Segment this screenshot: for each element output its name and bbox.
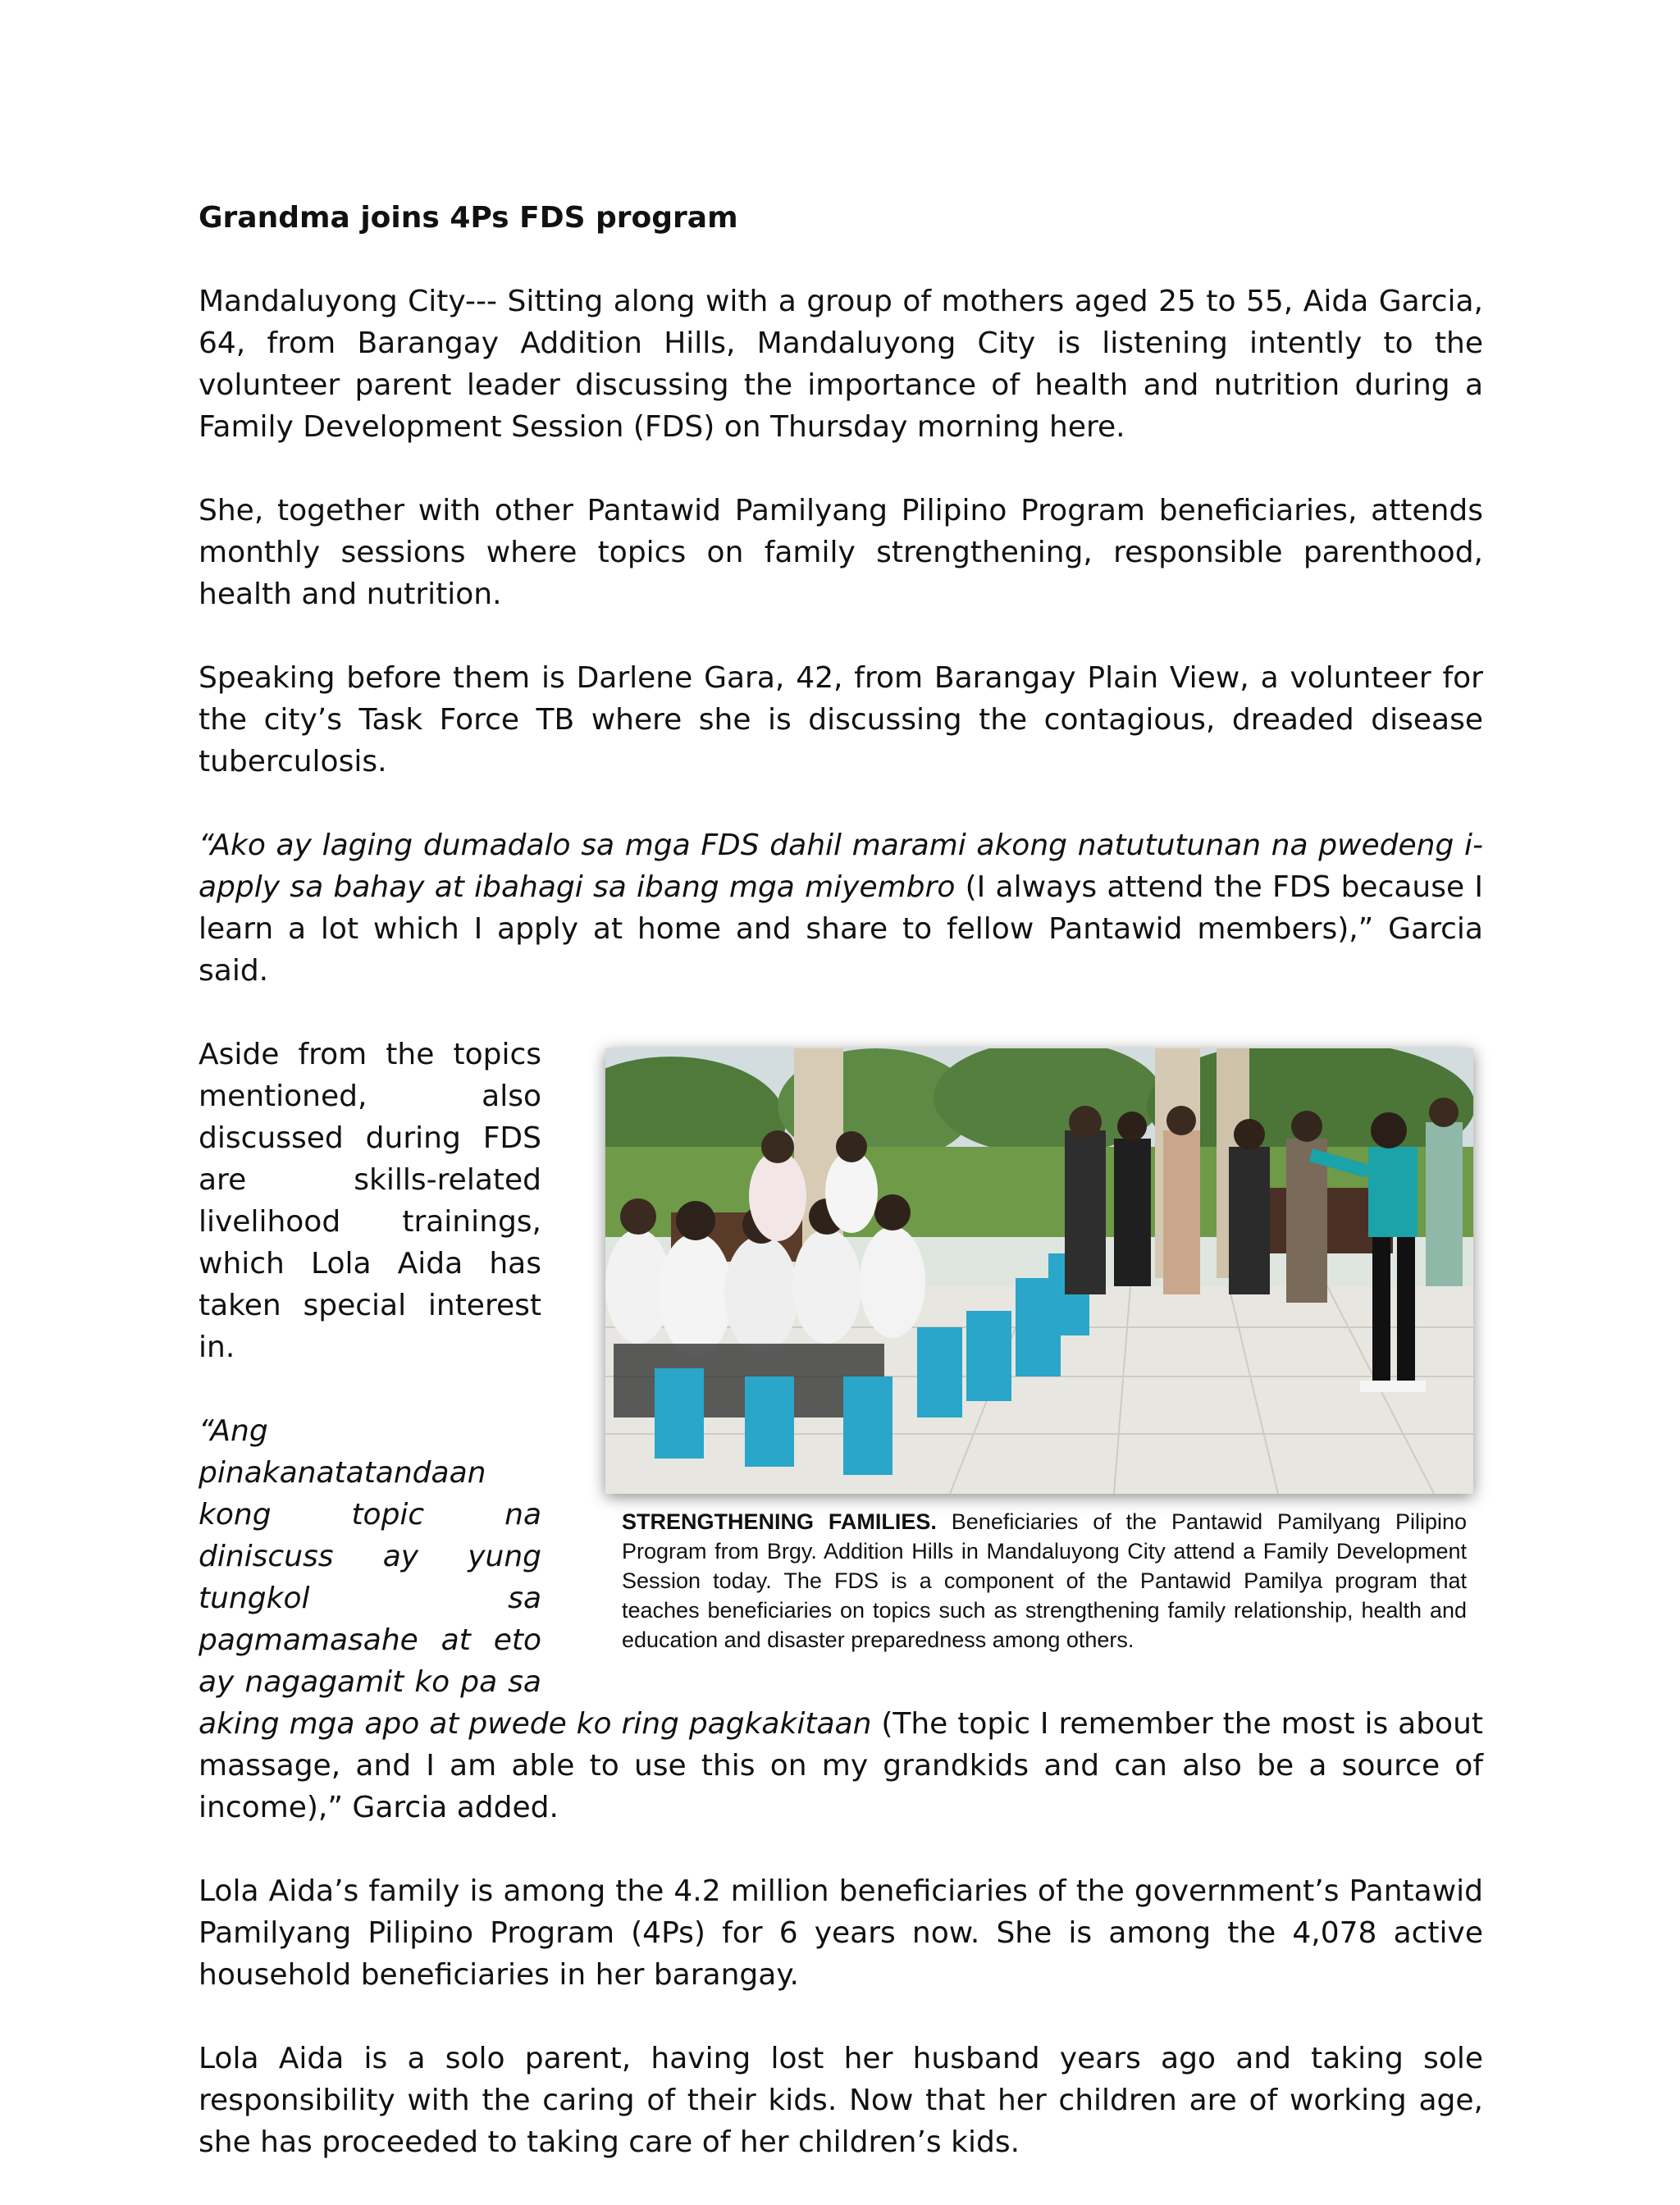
- paragraph-sessions: She, together with other Pantawid Pamilyang Pilipino Program beneficiaries, attends monthly sessions where topics on family strengthening, responsible parenthood, health and nutrition.: [199, 494, 1483, 611]
- article-title: Grandma joins 4Ps FDS program: [199, 201, 738, 235]
- photo-caption: [622, 1507, 1467, 1655]
- paragraph-beneficiaries: Lola Aida’s family is among the 4.2 million beneficiaries of the government’s Pantawid Pamilyang Pilipino Program (4Ps) for 6 years now. She is among the 4,078 active household beneficiaries in her barangay.: [199, 1874, 1483, 1992]
- paragraph-intro: Mandaluyong City--- Sitting along with a group of mothers aged 25 to 55, Aida Garcia, 64, from Barangay Addition Hills, Mandaluyong City is listening intently to the volunteer parent leader discussing the importance of health and nutrition during a Family Development Session (FDS) on Thursday morning here.: [199, 285, 1483, 444]
- quote-2-tagalog: “Ang pinakanatatandaan kong topic na diniscuss ay yung tungkol sa pagmamasahe at eto ay nagagamit ko pa sa aking mga apo at pwede ko ring pagkakitaan: [199, 1414, 872, 1741]
- caption-text: Beneficiaries of the Pantawid Pamilyang Pilipino Program from Brgy. Addition Hills in Mandaluyong City attend a Family Development Session today. The FDS is a component of the Pantawid Pamilya program that teaches beneficiaries on topics such as strengthening family relationship, health and education and disaster preparedness among others.: [622, 1509, 1467, 1652]
- photo-figure: [605, 1048, 1473, 1687]
- paragraph-quote-1: [199, 824, 1483, 992]
- fds-session-photo: [605, 1048, 1473, 1494]
- article: [199, 197, 1483, 2205]
- caption-lead: STRENGTHENING FAMILIES.: [622, 1509, 937, 1534]
- paragraph-speaker: Speaking before them is Darlene Gara, 42, from Barangay Plain View, a volunteer for the city’s Task Force TB where she is discussing the contagious, dreaded disease tuberculosis.: [199, 661, 1483, 778]
- quote-1-english: (I always attend the FDS because I learn a lot which I apply at home and share to fellow Pantawid members),” Garcia said.: [199, 870, 1483, 988]
- paragraph-livelihood: Aside from the topics mentioned, also discussed during FDS are skills-related livelihood trainings, which Lola Aida has taken special interest in.: [199, 1038, 541, 1364]
- paragraph-solo-parent: Lola Aida is a solo parent, having lost her husband years ago and taking sole responsibility with the caring of their kids. Now that her children are of working age, she has proceeded to taking care of her children’s kids.: [199, 2042, 1483, 2159]
- quote-1-tagalog: “Ako ay laging dumadalo sa mga FDS dahil marami akong natututunan na pwedeng i-apply sa bahay at ibahagi sa ibang mga miyembro: [199, 829, 1483, 904]
- quote-2-english: (The topic I remember the most is about massage, and I am able to use this on my grandkids and can also be a source of income),” Garcia added.: [199, 1707, 1483, 1824]
